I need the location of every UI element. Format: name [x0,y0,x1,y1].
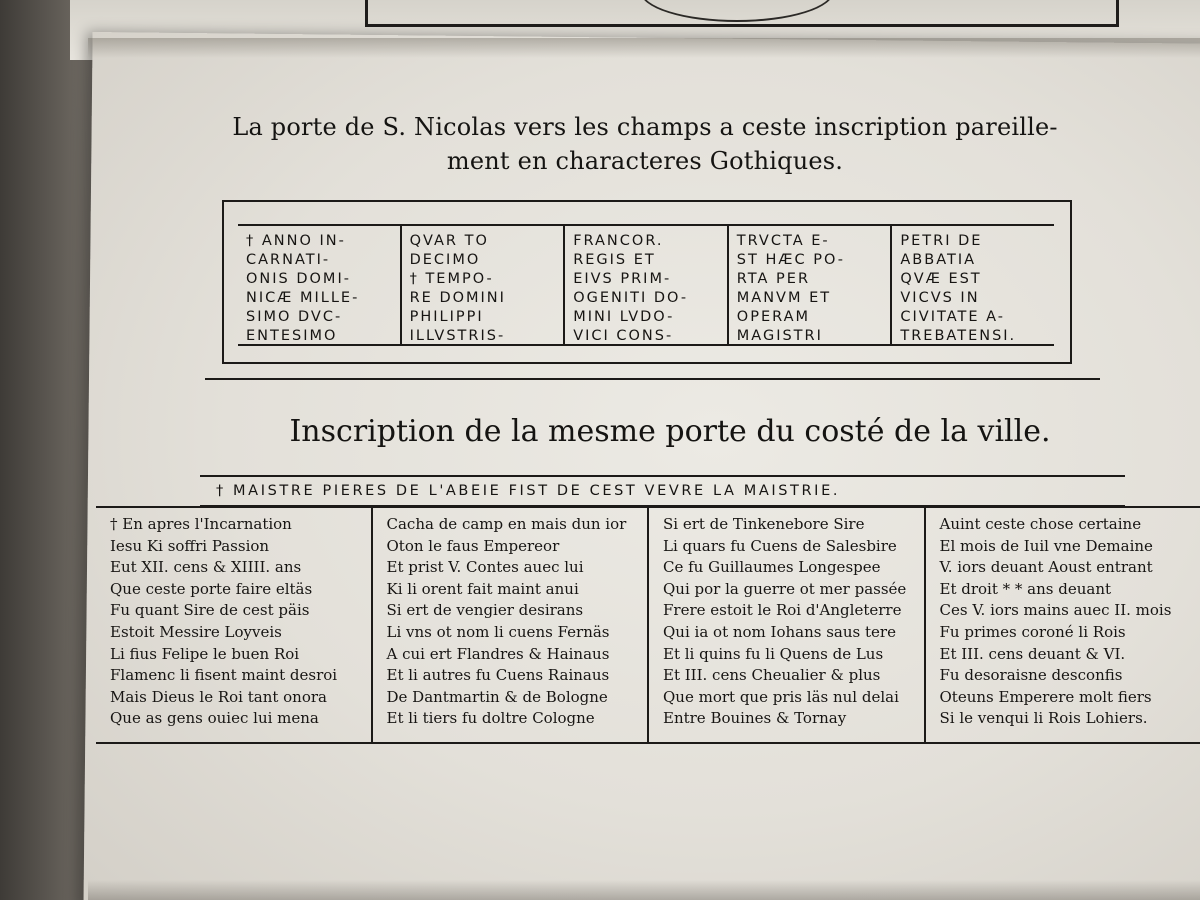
section-heading [215,110,1075,178]
inscription-line: ST HÆC PO- [736,252,846,268]
inscription-column-3 [565,226,729,344]
poem-column-1 [96,508,373,742]
poem-line: Et III. cens deuant & VI. [939,644,1126,663]
poem-column-3 [649,508,926,742]
poem-line: Auint ceste chose certaine [939,515,1142,533]
poem-line: † En apres l'Incarnation [110,515,292,533]
master-inscription-text: † MAISTRE PIERES DE L'ABEIE FIST DE CEST VEVRE LA MAISTRIE. [216,483,841,499]
poem-line: Et li autres fu Cuens Rainaus [386,666,610,685]
inscription-line: RE DOMINI [409,290,506,306]
master-inscription-band [200,475,1125,507]
inscription-line: † TEMPO- [409,271,494,287]
inscription-line: MINI LVDO- [573,309,675,325]
poem-line: Ki li orent fait maint anui [386,579,579,598]
inscription-line: CARNATI- [246,252,331,268]
poem-line: Que mort que pris läs nul delai [663,687,899,706]
poem-line: Frere estoit le Roi d'Angleterre [663,601,902,620]
poem-line: Li vns ot nom li cuens Fernäs [386,622,610,641]
section-divider-rule [205,378,1100,380]
inscription-column-1 [238,226,402,344]
poem-line: El mois de Iuil vne Demaine [939,536,1153,555]
inscription-line: TREBATENSI. [900,328,1017,344]
inscription-line: EIVS PRIM- [573,271,672,287]
poem-line: Fu primes coroné li Rois [939,622,1126,641]
inscription-line: PETRI DE [900,233,983,249]
poem-line: V. iors deuant Aoust entrant [939,558,1153,577]
poem-inscription-box [96,506,1200,744]
poem-line: Et droit * * ans deuant [939,579,1112,598]
inscription-line: ENTESIMO [246,328,338,344]
poem-line: Entre Bouines & Tornay [663,709,847,728]
poem-column-2 [373,508,650,742]
poem-line: Et li tiers fu doltre Cologne [386,709,595,728]
poem-line: Si ert de vengier desirans [386,601,584,620]
inscription-line: ABBATIA [900,252,977,268]
inscription-line: ONIS DOMI- [246,271,351,287]
inscription-column-2 [402,226,566,344]
inscription-line: ILLVSTRIS- [409,328,506,344]
inscription-column-4 [729,226,893,344]
inscription-line: DECIMO [409,252,481,268]
poem-line: Qui ia ot nom Iohans saus tere [663,622,896,641]
poem-line: Fu quant Sire de cest päis [110,601,310,620]
gothic-inscription-columns [238,224,1054,346]
poem-line: Ce fu Guillaumes Longespee [663,558,881,577]
inscription-line: MANVM ET [736,290,832,306]
poem-line: Que as gens ouiec lui mena [110,709,319,728]
poem-line: Oteuns Emperere molt fiers [939,687,1152,706]
inscription-line: CIVITATE A- [900,309,1005,325]
inscription-line: OGENITI DO- [573,290,689,306]
inscription-line: REGIS ET [573,252,656,268]
inscription-line: VICI CONS- [573,328,674,344]
inscription-line: RTA PER [736,271,811,287]
poem-line: Eut XII. cens & XIIII. ans [110,558,302,577]
poem-line: Et III. cens Cheualier & plus [663,666,881,685]
poem-line: Fu desoraisne desconfis [939,666,1123,685]
inscription-line: OPERAM [736,309,811,325]
poem-line: Oton le faus Empereor [386,536,560,555]
poem-line: Si le venqui li Rois Lohiers. [939,709,1148,728]
poem-column-4 [926,508,1200,742]
inscription-line: PHILIPPI [409,309,484,325]
inscription-line: QVAR TO [409,233,489,249]
poem-line: Li fius Felipe le buen Roi [110,644,300,663]
inscription-line: NICÆ MILLE- [246,290,360,306]
inscription-line: QVÆ EST [900,271,982,287]
poem-line: Cacha de camp en mais dun ior [386,515,627,533]
poem-line: Ces V. iors mains auec II. mois [939,601,1172,620]
section-heading-line-2: ment en characteres Gothiques. [446,147,844,175]
section-heading-line-1: La porte de S. Nicolas vers les champs a ceste inscription pareille- [232,113,1058,141]
poem-line: Si ert de Tinkenebore Sire [663,515,865,533]
inscription-line: † ANNO IN- [246,233,346,249]
poem-line: De Dantmartin & de Bologne [386,687,608,706]
inscription-line: MAGISTRI [736,328,823,344]
poem-line: Et li quins fu li Quens de Lus [663,644,884,663]
inscription-line: VICVS IN [900,290,980,306]
poem-line: A cui ert Flandres & Hainaus [386,644,610,663]
poem-line: Qui por la guerre ot mer passée [663,579,907,598]
inscription-line: FRANCOR. [573,233,664,249]
gothic-inscription-box [222,200,1072,364]
poem-line: Flamenc li fisent maint desroi [110,666,338,685]
poem-line: Iesu Ki soffri Passion [110,536,270,555]
poem-line: Mais Dieus le Roi tant onora [110,687,327,706]
second-heading: Inscription de la mesme porte du costé de la ville. [289,414,1051,449]
inscription-column-5 [892,226,1054,344]
poem-line: Et prist V. Contes auec lui [386,558,584,577]
inscription-line: SIMO DVC- [246,309,343,325]
poem-line: Que ceste porte faire eltäs [110,579,313,598]
poem-line: Li quars fu Cuens de Salesbire [663,536,897,555]
inscription-line: TRVCTA E- [736,233,830,249]
page-bottom-shadow [88,880,1200,900]
poem-line: Estoit Messire Loyveis [110,622,282,641]
page-gutter-shadow [88,38,1200,58]
